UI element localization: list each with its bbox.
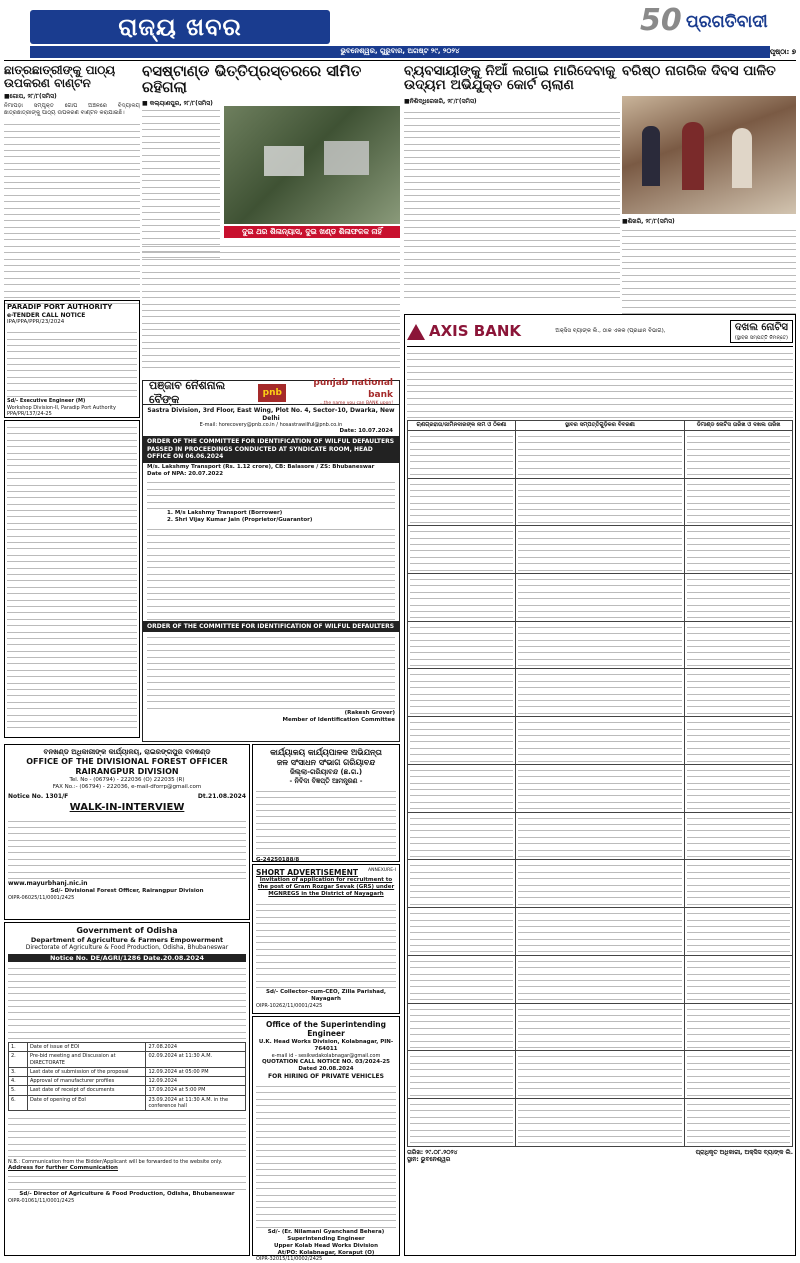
- story-busstand: [142, 62, 400, 378]
- story-senior-citizen-day: [622, 62, 796, 312]
- gov-nb: N.B.: Communication from the Bidder/Applicant will be forwarded to the website only.: [8, 1158, 223, 1165]
- ad-jal-sansadhan: [252, 744, 400, 862]
- table-row: [408, 621, 793, 669]
- table-cell: [408, 478, 516, 526]
- forest-walk-in: WALK-IN-INTERVIEW: [69, 802, 185, 813]
- table-cell: [515, 669, 684, 717]
- gov-notice: Notice No. DE/AGRI/1286 Date.20.08.2024: [8, 954, 246, 962]
- pnb-borrower: 1. M/s Lakshmy Transport (Borrower): [167, 510, 283, 517]
- table-cell: [685, 812, 793, 860]
- pnb-signatory-role: Member of Identification Committee: [282, 717, 395, 723]
- table-cell: [408, 573, 516, 621]
- page-number: ପୃଷ୍ଠା: ୭: [769, 48, 796, 56]
- story-trader-fire: [404, 62, 620, 312]
- row-index: 2.: [9, 1052, 28, 1068]
- jal-code: G-24250188/8: [256, 857, 300, 864]
- axis-place: ସ୍ଥାନ: ଭୁବନେଶ୍ୱର: [407, 1156, 451, 1164]
- table-cell: [515, 1099, 684, 1147]
- row-event: Date of issue of EOI: [27, 1043, 146, 1052]
- table-cell: [685, 764, 793, 812]
- table-cell: [408, 526, 516, 574]
- gov-sign: Sd/- Director of Agriculture & Food Production, Odisha, Bhubaneswar: [19, 1191, 235, 1198]
- pnb-address: Sastra Division, 3rd Floor, East Wing, Plot No. 4, Sector-10, Dwarka, New Delhi: [147, 407, 395, 422]
- table-row: [408, 1099, 793, 1147]
- table-cell: [515, 430, 684, 478]
- table-cell: [515, 812, 684, 860]
- table-row: [9, 1043, 246, 1052]
- anniversary-logo: 50: [640, 3, 682, 38]
- table-cell: [408, 860, 516, 908]
- se-hire: FOR HIRING OF PRIVATE VEHICLES: [268, 1072, 384, 1080]
- se-oipr: OIPR-32015/11/0002/2425: [256, 1256, 323, 1263]
- axis-col-dates: ଡିମାଣ୍ଡ ନୋଟିସ ତାରିଖ ଓ ଦଖଲ ତାରିଖ: [685, 420, 793, 430]
- pnb-email: E-mail: horecovery@pnb.co.in / hosastrawilful@pnb.co.in: [199, 422, 343, 428]
- table-cell: [685, 526, 793, 574]
- story-dateline: ■ଶିଖରି, ୨୮/୮(ସମିସ): [622, 218, 675, 225]
- pnb-signatory: (Rakesh Grover): [344, 710, 395, 717]
- row-event: Date of opening of EoI: [27, 1095, 146, 1111]
- table-cell: [408, 1003, 516, 1051]
- row-event: Last date of receipt of documents: [27, 1086, 146, 1095]
- axis-property-table: [407, 420, 793, 1147]
- row-date: 27.08.2024: [146, 1043, 246, 1052]
- ad-paradip-port: [4, 300, 140, 418]
- brand-masthead: ପ୍ରଗତିବାଦୀ: [686, 12, 768, 32]
- table-cell: [515, 573, 684, 621]
- table-cell: [408, 669, 516, 717]
- axis-sign: ପ୍ରାଧିକୃତ ଅଧିକାରୀ, ଅକ୍ସିସ ବ୍ୟାଙ୍କ ଲି.: [695, 1148, 793, 1156]
- table-cell: [685, 1003, 793, 1051]
- story-textbook-distribution: [4, 62, 140, 298]
- ad-ref: IPA/PPA/PPR/23/2024: [7, 319, 65, 326]
- short-ad-oipr: OIPR-10262/11/0001/2425: [256, 1003, 323, 1010]
- axis-date: ତାରିଖ: ୨୯.୦୮.୨୦୨୪: [407, 1148, 458, 1156]
- pnb-guarantor: 2. Shri Vijay Kumar Jain (Proprietor/Guarantor): [167, 517, 313, 524]
- table-cell: [685, 669, 793, 717]
- se-sign2: Superintending Engineer: [287, 1235, 365, 1242]
- table-cell: [408, 1099, 516, 1147]
- table-row: [408, 860, 793, 908]
- ad-axis-bank: [404, 314, 796, 1256]
- pnb-name-en: punjab national bank: [313, 378, 393, 400]
- row-event: Pre-bid meeting and Discussion at DIRECTORATE: [27, 1052, 146, 1068]
- forest-title: OFFICE OF THE DIVISIONAL FOREST OFFICER: [26, 756, 228, 766]
- axis-col-property: ସ୍ଥାବର ସମ୍ପତ୍ତିଗୁଡ଼ିକର ବିବରଣୀ: [515, 420, 684, 430]
- table-cell: [685, 430, 793, 478]
- jal-district: ଜିଲ୍ଲା-ଗରିୟାବନ୍ଦ (ଛ.ଗ.): [289, 768, 363, 776]
- axis-logo-icon: [407, 324, 425, 340]
- table-row: [408, 526, 793, 574]
- ad-pnb: [142, 380, 400, 742]
- story-photo: [224, 106, 400, 224]
- se-sign4: At/PO: Kolabnagar, Koraput (O): [277, 1249, 375, 1256]
- story-photo: [622, 96, 796, 214]
- axis-branch: ଅକ୍ସିସ ବ୍ୟାଙ୍କ ଲି., ଠାକ ଏକକ (ପ୍ରଧାନ ବିଭାଗ),: [555, 328, 666, 335]
- ad-superintending-engineer: [252, 1016, 400, 1263]
- table-row: [9, 1086, 246, 1095]
- story-dateline: ■ଗୋପ, ୨୮/୮(ସମିସ): [4, 93, 57, 101]
- row-index: 5.: [9, 1086, 28, 1095]
- ad-sub: e-TENDER CALL NOTICE: [7, 311, 86, 319]
- row-date: 12.09.2024: [146, 1077, 246, 1086]
- story-headline: ଛାତ୍ରଛାତ୍ରୀଙ୍କୁ ପାଠ୍ୟ ଉପକରଣ ବାଣ୍ଟନ: [4, 63, 116, 90]
- table-row: [9, 1077, 246, 1086]
- table-row: [408, 669, 793, 717]
- table-row: [408, 478, 793, 526]
- axis-logo: AXIS BANK: [429, 322, 521, 341]
- page-header: [0, 0, 800, 58]
- dateline: ଭୁବନେଶ୍ୱର, ଗୁରୁବାର, ଅଗଷ୍ଟ ୨୯, ୨୦୨୪: [30, 46, 770, 58]
- table-cell: [685, 717, 793, 765]
- table-cell: [685, 573, 793, 621]
- table-cell: [408, 430, 516, 478]
- story-dateline: ■ନିଶିଦ୍ଧିରେଖରି, ୨୮/୮(ସମିସ): [404, 98, 477, 106]
- ad-short-advertisement: [252, 864, 400, 1014]
- table-cell: [515, 955, 684, 1003]
- table-cell: [685, 1051, 793, 1099]
- gov-address-heading: Address for further Communication: [8, 1165, 118, 1172]
- table-cell: [685, 908, 793, 956]
- table-cell: [408, 621, 516, 669]
- table-cell: [515, 478, 684, 526]
- story-body: ନିମାପଡ଼ା ସମ୍ପୃକ୍ତ ଗୋପ ଅଞ୍ଚଳରେ ବିଦ୍ୟାଳୟ ଛାତ୍ରଛାତ୍ରୀଙ୍କୁ ପାଠ୍ୟ ଉପକରଣ ବାଣ୍ଟନ କରାଯାଇଛି।: [4, 102, 140, 117]
- table-cell: [515, 526, 684, 574]
- forest-notice-date: Dt.21.08.2024: [197, 792, 246, 800]
- jal-title: କାର୍ଯ୍ୟାଳୟ କାର୍ଯ୍ୟପାଳକ ଅଭିଯନ୍ତା: [270, 748, 382, 757]
- table-cell: [408, 955, 516, 1003]
- table-row: [408, 764, 793, 812]
- forest-title-odia: ବନଖଣ୍ଡ ଅଧିକାରୀଙ୍କ କାର୍ଯ୍ୟାଳୟ, ରାଇରଙ୍ଗପୁର ବନଖଣ୍ଡ: [43, 748, 211, 756]
- pnb-npa-date: Date of NPA: 20.07.2022: [147, 470, 224, 477]
- pnb-logo: pnb: [258, 384, 286, 402]
- forest-notice-no: Notice No. 1301/F: [8, 792, 69, 800]
- short-ad-sign: Sd/- Collector-cum-CEO, Zilla Parishad, Nayagarh: [265, 989, 386, 1003]
- table-row: [408, 573, 793, 621]
- gov-schedule-table: [8, 1042, 246, 1111]
- story-headline: ବ୍ୟବସାୟୀଙ୍କୁ ନିଆଁ ଲଗାଇ ମାରିଦେବାକୁ ଉଦ୍ୟମ ଅଭିଯୁକ୍ତ କୋର୍ଟ ଚାଲାଣ: [404, 63, 616, 94]
- table-cell: [408, 908, 516, 956]
- pnb-date: Date: 10.07.2024: [339, 428, 393, 435]
- ad-footer: Sd/- Executive Engineer (M): [7, 398, 86, 405]
- row-date: 23.09.2024 at 11:30 A.M. in the conference hall: [146, 1095, 246, 1111]
- table-cell: [408, 717, 516, 765]
- pnb-name-odia: ପଞ୍ଜାବ ନୈଶନାଲ ବୈଙ୍କ: [149, 378, 226, 406]
- forest-division: RAIRANGPUR DIVISION: [75, 766, 179, 776]
- table-cell: [515, 764, 684, 812]
- forest-oipr: OIPR-06025/11/0001/2425: [8, 894, 75, 901]
- table-row: [408, 955, 793, 1003]
- pnb-party: M/s. Lakshmy Transport (Rs. 1.12 crore), CB: Balasore / ZS: Bhubaneswar: [147, 463, 375, 470]
- forest-website[interactable]: www.mayurbhanj.nic.in: [8, 880, 88, 888]
- table-row: [9, 1052, 246, 1068]
- table-cell: [408, 1051, 516, 1099]
- row-index: 1.: [9, 1043, 28, 1052]
- short-ad-title: SHORT ADVERTISEMENT: [256, 868, 359, 877]
- pnb-tagline: ...the name you can BANK upon!: [319, 400, 393, 406]
- se-sub: U.K. Head Works Division, Kolabnagar, PIN-764011: [258, 1038, 394, 1052]
- jal-sub: - ନିବିଦା ବିଜ୍ଞପ୍ତି ଆମନ୍ତ୍ରଣ -: [289, 776, 363, 785]
- section-title-banner: [30, 10, 330, 44]
- row-date: 02.09.2024 at 11:30 A.M.: [146, 1052, 246, 1068]
- row-event: Approval of manufacturer profiles: [27, 1077, 146, 1086]
- table-row: [408, 430, 793, 478]
- pnb-order-title: ORDER OF THE COMMITTEE FOR IDENTIFICATION OF WILFUL DEFAULTERS PASSED IN PROCEEDINGS CONDUCTED AT SYNDICATE ROOM, HEAD OFFICE ON 06.06.2024: [143, 436, 399, 463]
- ad-forest-office: [4, 744, 250, 920]
- se-email: e-mail id - sesikwdakolabnagar@gmail.com: [271, 1052, 381, 1059]
- table-cell: [685, 860, 793, 908]
- table-cell: [408, 764, 516, 812]
- ad-govt-odisha-agriculture: [4, 922, 250, 1256]
- table-row: [9, 1067, 246, 1076]
- ad-footer2: Workshop Division-II, Paradip Port Authority: [7, 404, 116, 411]
- table-cell: [515, 1003, 684, 1051]
- pnb-order2-title: ORDER OF THE COMMITTEE FOR IDENTIFICATION OF WILFUL DEFAULTERS: [143, 621, 399, 633]
- table-row: [408, 908, 793, 956]
- jal-title2: ଜଳ ସଂସାଧନ ସଂଭାଗ ଗରିୟାବନ୍ଦ: [276, 758, 376, 767]
- table-cell: [515, 621, 684, 669]
- axis-possession: ଦଖଲ ନୋଟିସ: [734, 322, 788, 334]
- table-row: [408, 1051, 793, 1099]
- se-sign: Sd/- (Er. Nilamani Gyanchand Behera): [267, 1228, 385, 1235]
- table-cell: [685, 621, 793, 669]
- ad-title: PARADIP PORT AUTHORITY: [7, 303, 113, 311]
- table-cell: [515, 1051, 684, 1099]
- table-row: [408, 1003, 793, 1051]
- se-sign3: Upper Kolab Head Works Division: [274, 1242, 378, 1249]
- gov-dir: Directorate of Agriculture & Food Production, Odisha, Bhubaneswar: [25, 944, 229, 952]
- table-cell: [515, 908, 684, 956]
- table-cell: [515, 717, 684, 765]
- forest-sign: Sd/- Divisional Forest Officer, Rairangpur Division: [50, 887, 204, 894]
- table-cell: [408, 812, 516, 860]
- ad-oipr: PPA/PR/137/24-25: [7, 410, 52, 417]
- se-quotation: QUOTATION CALL NOTICE NO. 03/2024-25 Dated 20.08.2024: [261, 1058, 391, 1072]
- se-title: Office of the Superintending Engineer: [266, 1020, 386, 1039]
- table-row: [408, 812, 793, 860]
- row-index: 4.: [9, 1077, 28, 1086]
- row-index: 3.: [9, 1067, 28, 1076]
- section-title: ରାଜ୍ୟ ଖବର: [118, 13, 242, 41]
- short-ad-sub: Invitation of application for recruitment to the post of Gram Rozgar Sevak (GRS) under MGNREGS in the District of Nayagarh: [257, 877, 395, 898]
- story-dateline: ■ କଲ୍ୟାଣପୁର, ୨୮/୮(ସମିସ): [142, 99, 213, 107]
- row-event: Last date of submission of the proposal: [27, 1067, 146, 1076]
- gov-oipr: OIPR-01061/11/0001/2425: [8, 1197, 75, 1204]
- table-cell: [685, 955, 793, 1003]
- gov-dept: Department of Agriculture & Farmers Empowerment: [30, 936, 224, 944]
- table-row: [408, 717, 793, 765]
- axis-possession-sub: (ସ୍ଥାବର ସମ୍ପତ୍ତି ନିମନ୍ତେ): [734, 334, 788, 341]
- row-index: 6.: [9, 1095, 28, 1111]
- photo-caption: ଦୁଇ ଥର ଶିଳାନ୍ୟାସ, ଦୁଇ ଖଣ୍ଡ ଶିଳାଫଳକ ନାହିଁ: [224, 226, 400, 238]
- story-headline: ବରିଷ୍ଠ ନାଗରିକ ଦିବସ ପାଳିତ: [622, 63, 776, 79]
- row-date: 17.09.2024 at 5:00 PM: [146, 1086, 246, 1095]
- ad-left-column-notice: [4, 420, 140, 738]
- table-cell: [515, 860, 684, 908]
- story-headline: ବସଷ୍ଟାଣ୍ଡ ଭିତ୍ତିପ୍ରସ୍ତରରେ ସୀମିତ ରହିଗଲା: [142, 62, 362, 96]
- gov-title: Government of Odisha: [76, 926, 178, 935]
- table-row: [9, 1095, 246, 1111]
- forest-fax: FAX No.:- (06794) - 222036, e-mail-dforrp@gmail.com: [52, 783, 202, 790]
- axis-col-borrower: ଋଣଗ୍ରହୀତା/ଜାମିନଦାରଙ୍କ ନାମ ଓ ଠିକଣା: [408, 420, 516, 430]
- row-date: 12.09.2024 at 05:00 PM: [146, 1067, 246, 1076]
- table-cell: [685, 1099, 793, 1147]
- forest-tel: Tel. No - (06794) - 222036 (O) 222035 (R): [69, 776, 185, 783]
- table-cell: [685, 478, 793, 526]
- short-ad-annex: ANNEXURE-I: [368, 868, 396, 873]
